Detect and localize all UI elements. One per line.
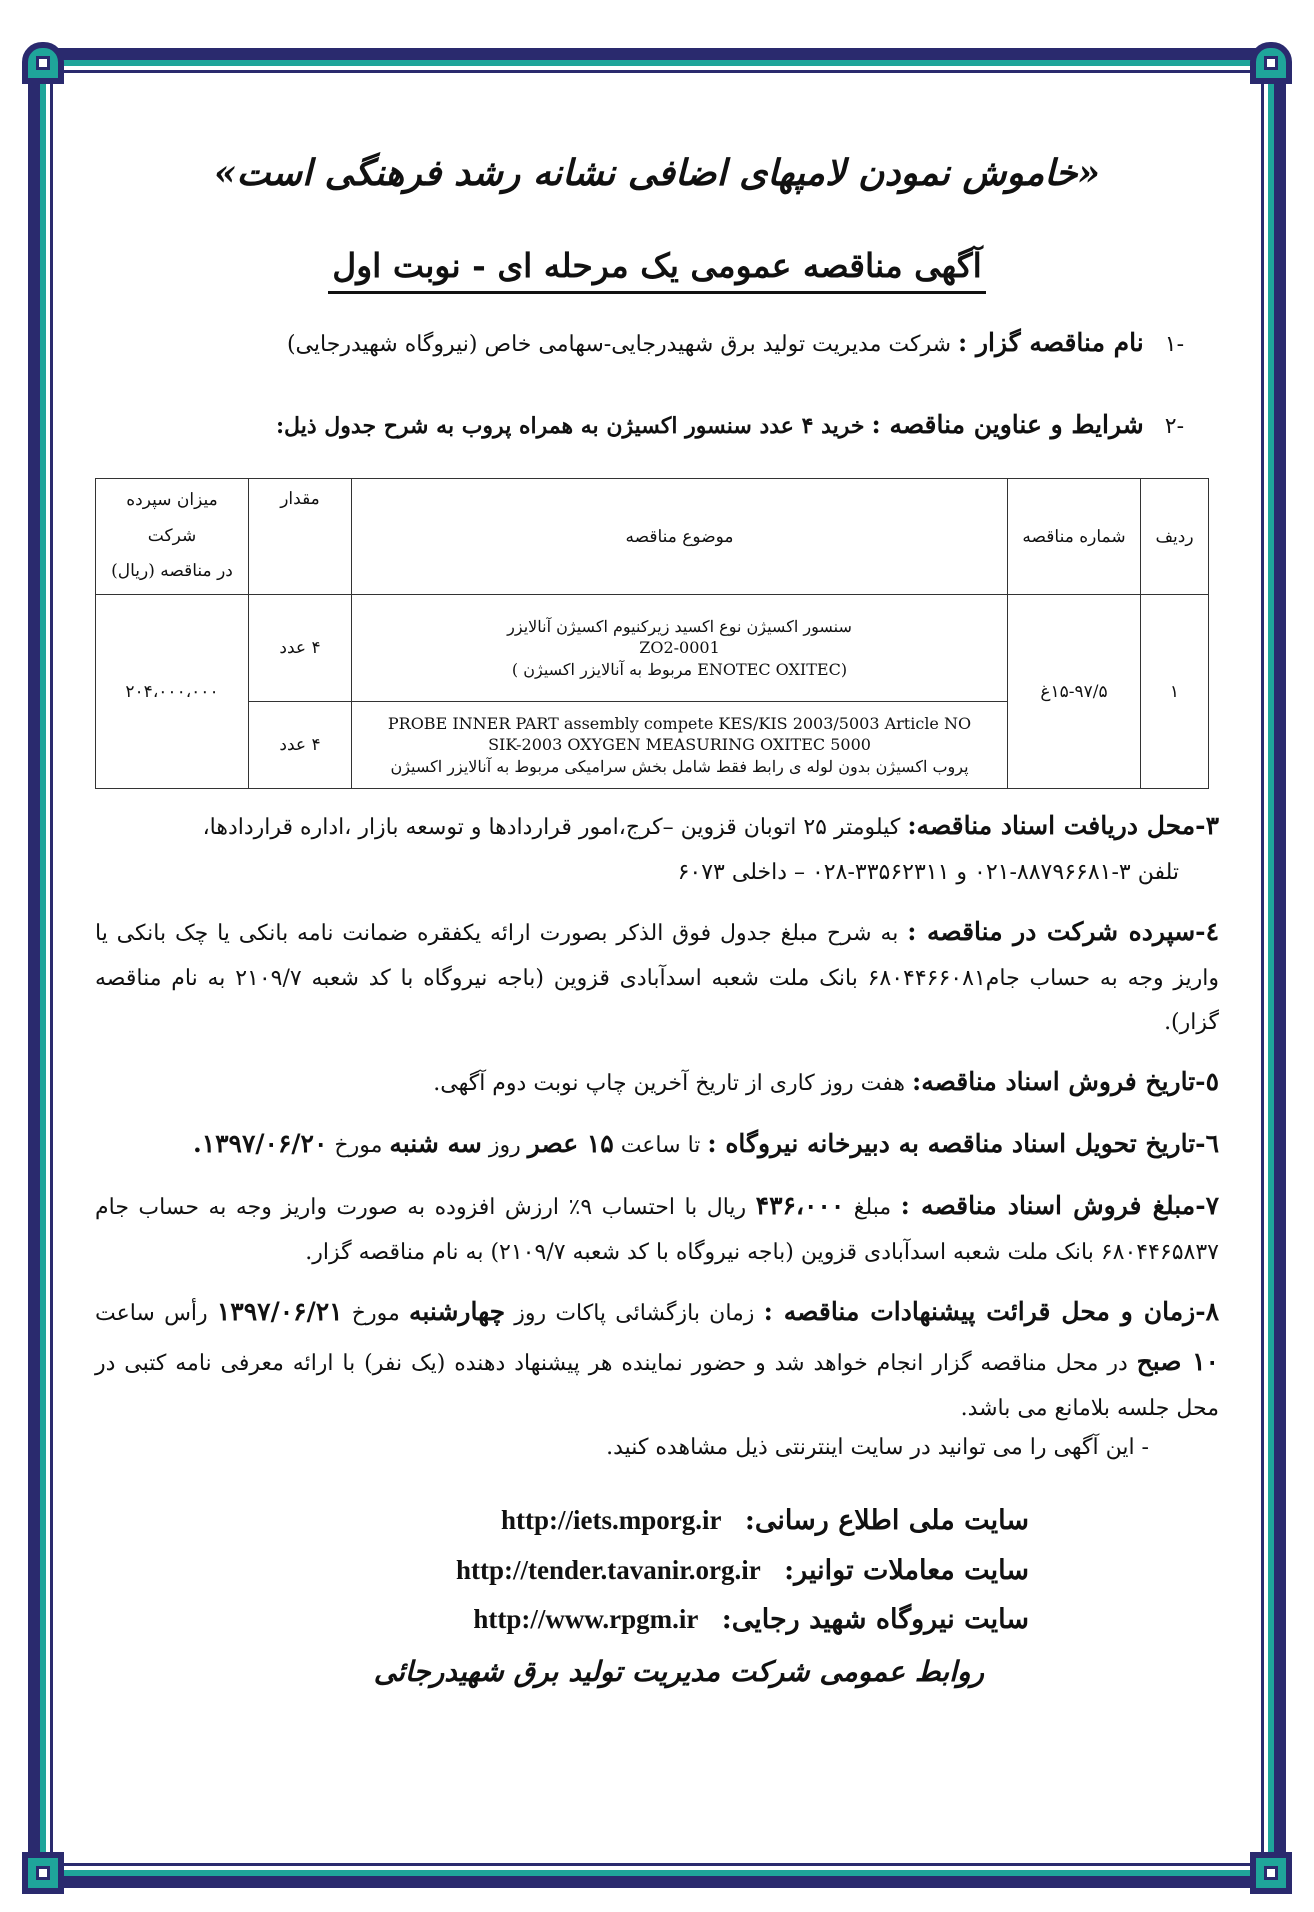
section-doc-price: ۷-مبلغ فروش اسناد مناقصه : مبلغ ۴۳۶،۰۰۰ ریال با احتساب ۹٪ ارزش افزوده به صورت واریز وجه به حساب جام ۶۸۰۴۴۶۵۸۳۷ بانک ملت شعبه اسدآبادی قزوین (باجه نیروگاه با کد شعبه ۲۱۰۹/۷) به نام مناقصه گزار. xyxy=(95,1191,1220,1266)
table-row xyxy=(96,595,1209,702)
corner-ornament-bottom-right xyxy=(1250,1852,1292,1894)
cell-qty-1: ۴ عدد xyxy=(249,595,352,702)
footer-signature: روابط عمومی شرکت مدیریت تولید برق شهیدرجائی xyxy=(373,1654,984,1688)
document-body xyxy=(95,140,1219,1688)
cell-subject-1: سنسور اکسیژن نوع اکسید زیرکنیوم اکسیژن آنالایزر ZO2-0001 (ENOTEC OXITEC مربوط به آنالایزر اکسیژن ) xyxy=(352,595,1008,702)
cell-deposit: ۲۰۴،۰۰۰،۰۰۰ xyxy=(96,595,249,789)
page-title: آگهی مناقصه عمومی یک مرحله ای - نوبت اول xyxy=(95,246,1219,285)
section-deposit: ٤-سپرده شرکت در مناقصه : به شرح مبلغ جدول فوق الذکر بصورت ارائه یکفقره ضمانت نامه بانکی یا چک بانکی یا واریز وجه به حساب جام۶۸۰۴۴۶۶۰۸۱ بانک ملت شعبه اسدآبادی قزوین (باجه نیروگاه با کد شعبه ۲۱۰۹/۷ به نام مناقصه گزار). xyxy=(95,917,1219,1036)
corner-ornament-bottom-left xyxy=(22,1852,64,1894)
site-row-iets: سایت ملی اطلاع رسانی: http://iets.mporg.ir xyxy=(501,1505,1029,1537)
site-row-rpgm: سایت نیروگاه شهید رجایی: http://www.rpgm.ir xyxy=(473,1604,1029,1636)
section-sale-date: ٥-تاریخ فروش اسناد مناقصه: هفت روز کاری از تاریخ آخرین چاپ نوبت دوم آگهی. xyxy=(433,1067,1219,1097)
cell-row-no: ۱ xyxy=(1141,595,1209,789)
tender-table xyxy=(95,478,1209,789)
cell-tender-no: ۱۵-۹۷/۵غ xyxy=(1008,595,1141,789)
site-row-tavanir: سایت معاملات توانیر: http://tender.tavanir.org.ir xyxy=(455,1554,1029,1586)
header-subject: موضوع مناقصه xyxy=(352,479,1008,595)
site-link[interactable]: http://tender.tavanir.org.ir xyxy=(455,1554,761,1585)
cell-subject-2: PROBE INNER PART assembly compete KES/KIS 2003/5003 Article NO SIK-2003 OXYGEN MEASURING OXITEC 5000 پروب اکسیژن بدون لوله ی رابط فقط شامل بخش سرامیکی مربوط به آنالایزر اکسیژن xyxy=(352,702,1008,789)
site-link[interactable]: http://iets.mporg.ir xyxy=(501,1505,722,1536)
cell-qty-2: ۴ عدد xyxy=(249,702,352,789)
section-doc-location: ۳-محل دریافت اسناد مناقصه: کیلومتر ۲۵ اتوبان قزوین –کرج،امور قراردادها و توسعه بازار ،اداره قراردادها، تلفن ۳-۸۸۷۹۶۶۸۱-۰۲۱ و ۳۳۵۶۲۳۱۱-۰۲۸ – داخلی ۶۰۷۳ xyxy=(202,811,1219,886)
website-list xyxy=(95,1496,1219,1645)
header-row-no: ردیف xyxy=(1141,479,1209,595)
header-deposit: میزان سپرده شرکت در مناقصه (ریال) xyxy=(96,479,249,595)
section-opening: ۸-زمان و محل قرائت پیشنهادات مناقصه : زمان بازگشائی پاکات روز چهارشنبه مورخ ۱۳۹۷/۰۶/۲۱ رأس ساعت ۱۰ صبح در محل مناقصه گزار انجام خواهد شد و حضور نماینده هر پیشنهاد دهنده (یک نفر) با ارائه معرفی نامه کتبی در محل جلسه بلامانع می باشد. xyxy=(95,1297,1220,1422)
section-conditions: -۲ شرایط و عناوین مناقصه : خرید ۴ عدد سنسور اکسیژن به همراه پروب به شرح جدول ذیل: xyxy=(275,409,1184,439)
site-link[interactable]: http://www.rpgm.ir xyxy=(473,1604,699,1635)
section-organizer: -۱ نام مناقصه گزار : شرکت مدیریت تولید برق شهیدرجایی-سهامی خاص (نیروگاه شهیدرجایی) xyxy=(286,328,1184,357)
slogan: «خاموش نمودن لامپهای اضافی نشانه رشد فرهنگی است» xyxy=(213,152,1101,194)
table-header-row xyxy=(96,479,1209,595)
corner-ornament-top-left xyxy=(22,42,64,84)
website-note: - این آگهی را می توانید در سایت اینترنتی ذیل مشاهده کنید. xyxy=(606,1435,1149,1461)
header-qty: مقدار xyxy=(249,479,352,595)
corner-ornament-top-right xyxy=(1250,42,1292,84)
section-delivery-date: ٦-تاریخ تحویل اسناد مناقصه به دبیرخانه نیروگاه : تا ساعت ۱۵ عصر روز سه شنبه مورخ ۱۳۹۷/۰۶/۲۰. xyxy=(192,1129,1219,1159)
header-tender-no: شماره مناقصه xyxy=(1008,479,1141,595)
